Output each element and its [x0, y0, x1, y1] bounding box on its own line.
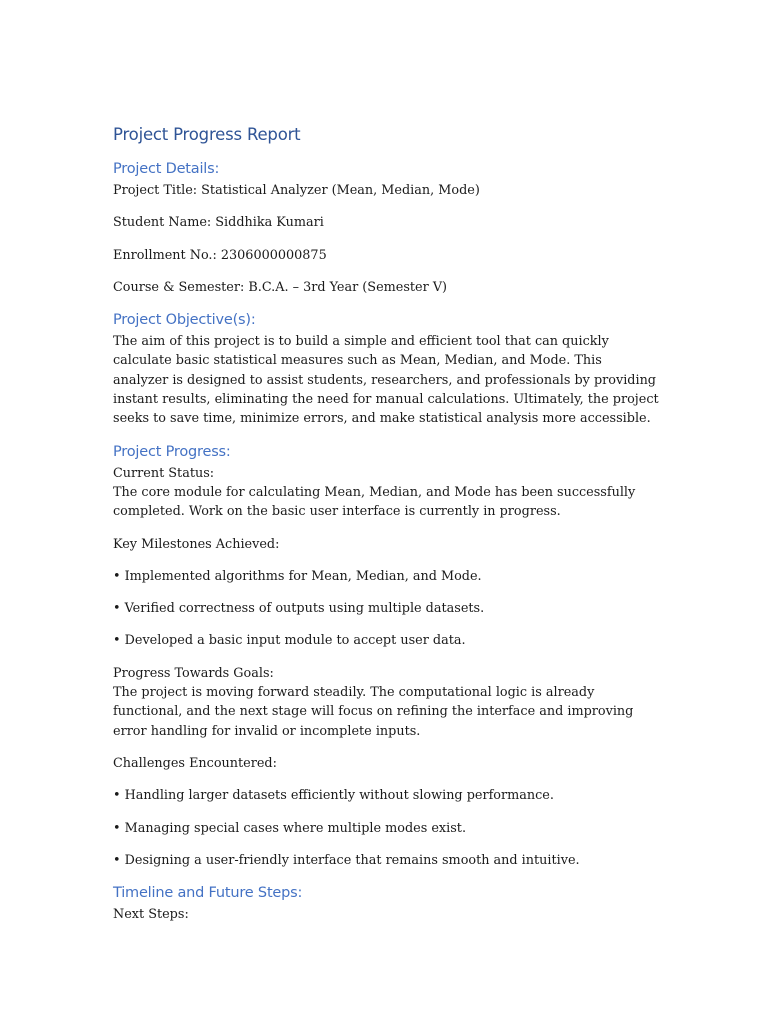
challenge-item: • Managing special cases where multiple modes exist.	[113, 820, 467, 836]
challenge-item: • Handling larger datasets efficiently without slowing performance.	[113, 788, 554, 804]
course-semester-line: Course & Semester: B.C.A. – 3rd Year (Semester V)	[113, 279, 448, 295]
student-name-line: Student Name: Siddhika Kumari	[113, 215, 324, 231]
section-heading-project-details: Project Details:	[113, 161, 220, 177]
enrollment-no-line: Enrollment No.: 2306000000875	[113, 247, 327, 263]
section-heading-timeline: Timeline and Future Steps:	[113, 885, 303, 902]
document-content	[113, 124, 661, 924]
challenges-label: Challenges Encountered:	[113, 755, 277, 771]
report-title: Project Progress Report	[113, 125, 301, 144]
objectives-paragraph: The aim of this project is to build a simple and efficient tool that can quickly calculate basic statistical measures such as Mean, Median, and Mode. This analyzer is designed to assist students, researchers, and professionals by providing instant results, eliminating the need for manual calculations. Ultimately, the project seeks to save time, minimize errors, and make statistical analysis more accessible.	[113, 334, 659, 427]
milestone-item: • Developed a basic input module to accept user data.	[113, 633, 466, 649]
milestone-item: • Implemented algorithms for Mean, Median, and Mode.	[113, 568, 482, 584]
milestone-item: • Verified correctness of outputs using multiple datasets.	[113, 601, 485, 617]
current-status-label: Current Status:	[113, 465, 215, 481]
challenge-item: • Designing a user-friendly interface that remains smooth and intuitive.	[113, 852, 580, 868]
milestones-label: Key Milestones Achieved:	[113, 536, 280, 552]
next-steps-label: Next Steps:	[113, 907, 189, 923]
goals-label: Progress Towards Goals:	[113, 665, 274, 681]
section-heading-project-objectives: Project Objective(s):	[113, 312, 256, 329]
project-title-line: Project Title: Statistical Analyzer (Mean, Median, Mode)	[113, 183, 480, 198]
goals-paragraph: The project is moving forward steadily. The computational logic is already functional, and the next stage will focus on refining the interface and improving error handling for invalid or incomplete inputs.	[113, 685, 634, 739]
section-heading-project-progress: Project Progress:	[113, 443, 231, 460]
current-status-paragraph: The core module for calculating Mean, Median, and Mode has been successfully completed. Work on the basic user interface is currently in progress.	[113, 484, 636, 520]
